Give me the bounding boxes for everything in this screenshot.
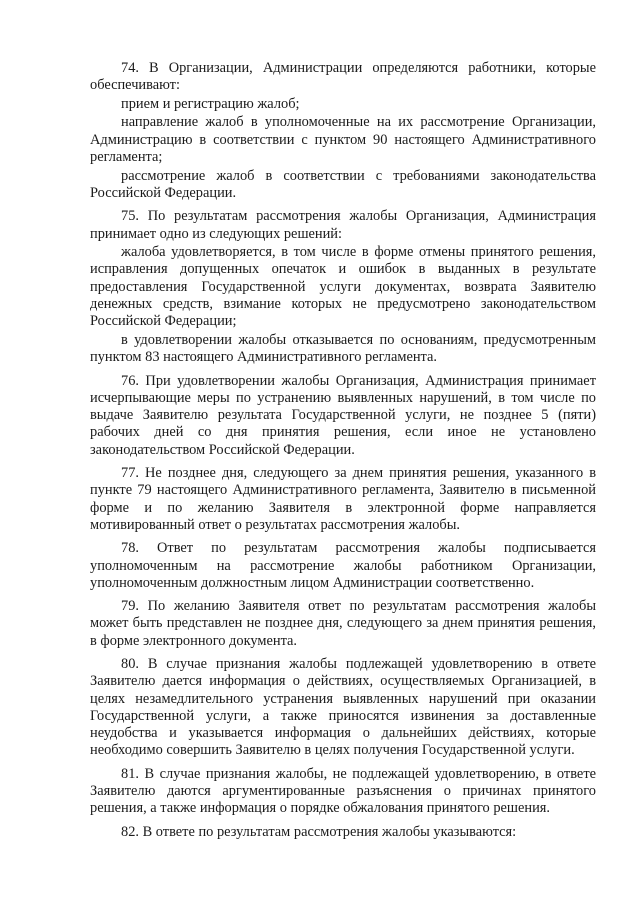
paragraph-75: 75. По результатам рассмотрения жалобы Организация, Администрация принимает одно из следующих решений: — [90, 208, 596, 242]
paragraph-81: 81. В случае признания жалобы, не подлежащей удовлетворению, в ответе Заявителю даются аргументированные разъяснения о причинах принятого решения, а также информация о порядке обжалования принятого решения. — [90, 765, 596, 817]
list-item-receive-complaints: прием и регистрацию жалоб; — [121, 95, 300, 112]
paragraph-80: 80. В случае признания жалобы подлежащей удовлетворению в ответе Заявителю дается информация о действиях, осуществляемых Организацией, в целях незамедлительного устранения выявленных нарушений при оказании Государственной услуги, а также приносятся извинения за доставленные неудобства и указывается информация о дальнейших действиях, которые необходимо совершить Заявителю в целях получения Государственной услуги. — [90, 655, 596, 759]
list-item-forward-complaints: направление жалоб в уполномоченные на их рассмотрение Организации, Администрацию в соответствии с пунктом 90 настоящего Административного регламента; — [90, 114, 596, 166]
paragraph-77: 77. Не позднее дня, следующего за днем принятия решения, указанного в пункте 79 настоящего Административного регламента, Заявителю в письменной форме и по желанию Заявителя в электронной форме направляется мотивированный ответ о результатах рассмотрения жалобы. — [90, 465, 596, 533]
list-item-complaint-satisfied: жалоба удовлетворяется, в том числе в форме отмены принятого решения, исправления допущенных опечаток и ошибок в выданных в результате предоставления Государственной услуги документах, возврата Заявителю денежных средств, взимание которых не предусмотрено законодательством Российской Федерации; — [90, 244, 596, 330]
paragraph-79: 79. По желанию Заявителя ответ по результатам рассмотрения жалобы может быть представлен не позднее дня, следующего за днем принятия решения, в форме электронного документа. — [90, 598, 596, 649]
list-item-complaint-rejected: в удовлетворении жалобы отказывается по основаниям, предусмотренным пунктом 83 настоящего Административного регламента. — [90, 331, 596, 366]
paragraph-74: 74. В Организации, Администрации определяются работники, которые обеспечивают: — [90, 60, 596, 94]
paragraph-76: 76. При удовлетворении жалобы Организация, Администрация принимает исчерпывающие меры по устранению выявленных нарушений, в том числе по выдаче Заявителю результата Государственной услуги, не позднее 5 (пяти) рабочих дней со дня принятия решения, если иное не установлено законодательством Российской Федерации. — [90, 372, 596, 458]
list-item-review-complaints: рассмотрение жалоб в соответствии с требованиями законодательства Российской Федерации. — [90, 167, 596, 201]
paragraph-78: 78. Ответ по результатам рассмотрения жалобы подписывается уполномоченным на рассмотрение жалобы работником Организации, уполномоченным должностным лицом Администрации соответственно. — [90, 540, 596, 591]
document-body — [90, 60, 596, 842]
paragraph-82: 82. В ответе по результатам рассмотрения жалобы указываются: — [121, 823, 517, 840]
